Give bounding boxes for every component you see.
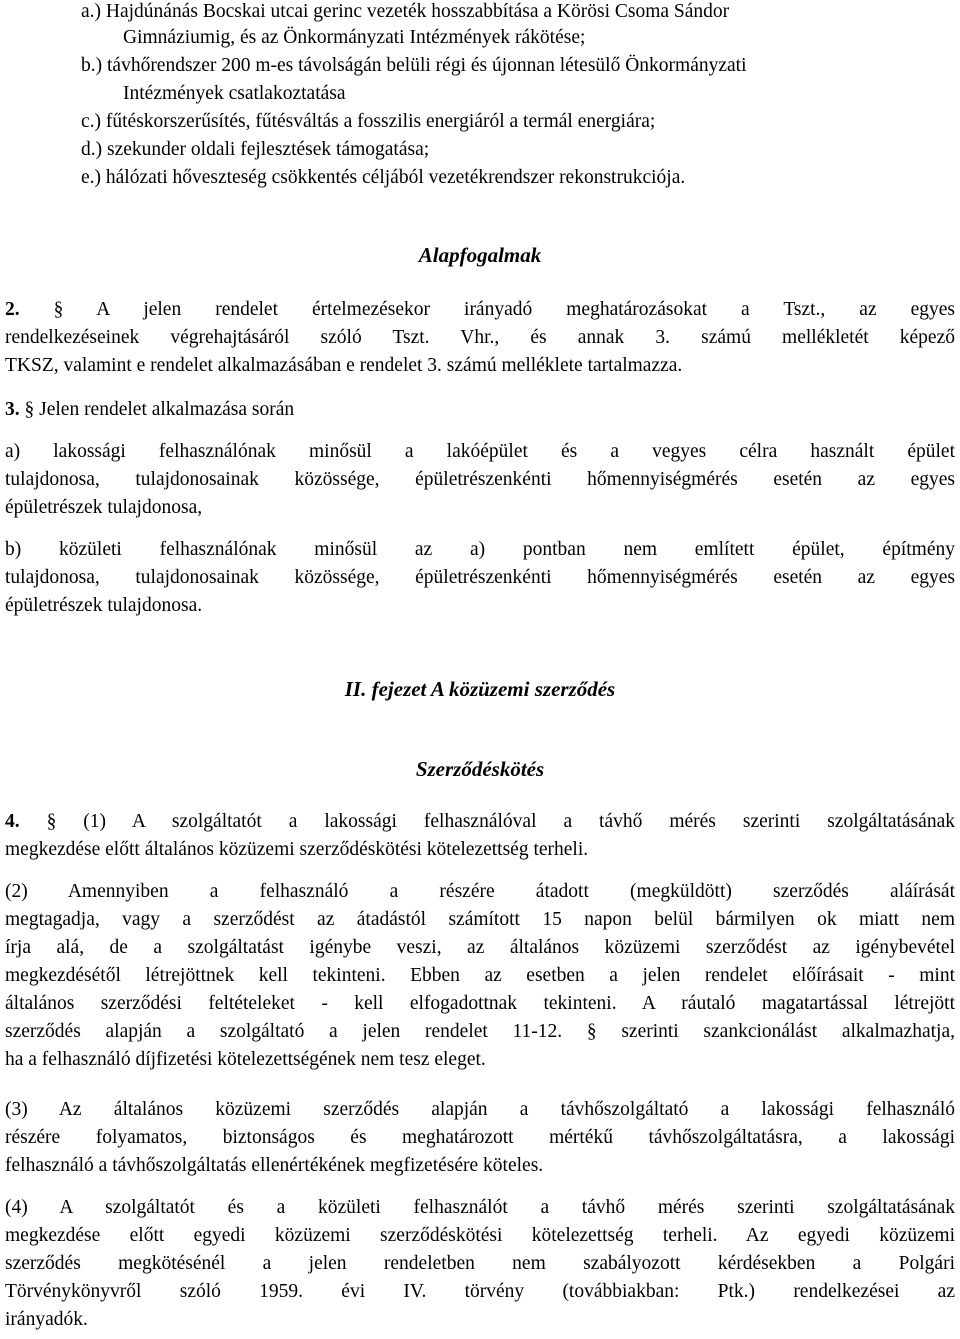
- list-item-c: c.) fűtéskorszerűsítés, fűtésváltás a fosszilis energiáról a termál energiára;: [81, 111, 656, 132]
- list-item-b-line1: b.) távhőrendszer 200 m-es távolságán belüli régi és újonnan létesülő Önkormányzati: [81, 55, 747, 76]
- section-3-point-a: [5, 438, 955, 522]
- section-4-paragraph-4: [5, 1194, 955, 1334]
- section-3-a-line3: épületrészek tulajdonosa,: [5, 497, 203, 518]
- section-4-p2-line: ha a felhasználó díjfizetési kötelezettségének nem tesz eleget.: [5, 1049, 486, 1070]
- section-2-line2: rendelkezéseinek végrehajtásáról szóló Tszt. Vhr., és annak 3. számú mellékletét képező: [5, 327, 955, 348]
- section-3-a-line1: a) lakossági felhasználónak minősül a lakóépület és a vegyes célra használt épület: [5, 441, 955, 462]
- section-4-paragraph-2: [5, 878, 955, 1074]
- section-4-p3-line: részére folyamatos, biztonságos és meghatározott mértékű távhőszolgáltatásra, a lakossági: [5, 1127, 955, 1148]
- section-4-p3-line: (3) Az általános közüzemi szerződés alapján a távhőszolgáltató a lakossági felhasználó: [5, 1099, 955, 1120]
- section-4-p2-line: (2) Amennyiben a felhasználó a részére átadott (megküldött) szerződés aláírását: [5, 881, 955, 902]
- section-3-b-line1: b) közületi felhasználónak minősül az a) pontban nem említett épület, építmény: [5, 539, 955, 560]
- section-4-p4-line: szerződés megkötésénél a jelen rendeletben nem szabályozott kérdésekben a Polgári: [5, 1253, 955, 1274]
- section-4-p2-line: megtagadja, vagy a szerződést az átadástól számított 15 napon belül bármilyen ok miatt nem: [5, 909, 955, 930]
- section-4-p4-line: irányadók.: [5, 1309, 88, 1330]
- section-4-p1-line2: megkezdése előtt általános közüzemi szerződéskötési kötelezettség terheli.: [5, 839, 589, 860]
- section-4-paragraph-3: [5, 1096, 955, 1180]
- section-3-point-b: [5, 536, 955, 620]
- list-item-e: e.) hálózati hőveszteség csökkentés céljából vezetékrendszer rekonstrukciója.: [81, 167, 686, 188]
- list-item-d: d.) szekunder oldali fejlesztések támogatása;: [81, 139, 430, 160]
- heading-alapfogalmak: Alapfogalmak: [418, 243, 542, 267]
- list-item-a-line2: Gimnáziumig, és az Önkormányzati Intézmények rákötése;: [123, 27, 586, 48]
- section-4-paragraph-1: [5, 808, 955, 864]
- section-3-a-line2: tulajdonosa, tulajdonosainak közössége, épületrészenkénti hőmennyiségmérés esetén az egyes: [5, 469, 955, 490]
- heading-chapter-2: II. fejezet A közüzemi szerződés: [344, 677, 616, 701]
- section-3-b-line3: épületrészek tulajdonosa.: [5, 595, 203, 616]
- section-4-p3-line: felhasználó a távhőszolgáltatás ellenértékének megfizetésére köteles.: [5, 1155, 544, 1176]
- section-4-p4-line: Törvénykönyvről szóló 1959. évi IV. törvény (továbbiakban: Ptk.) rendelkezései az: [5, 1281, 955, 1302]
- section-4-p2-line: szerződés alapján a szolgáltató a jelen rendelet 11-12. § szerinti szankcionálást alkalmazhatja,: [5, 1021, 955, 1042]
- section-4-p4-line: megkezdése előtt egyedi közüzemi szerződéskötési kötelezettség terheli. Az egyedi közüzemi: [5, 1225, 955, 1246]
- section-2: [5, 296, 955, 380]
- list-item-b-line2: Intézmények csatlakoztatása: [123, 83, 346, 104]
- section-4-p2-line: általános szerződési feltételeket - kell elfogadottnak tekinteni. A ráutaló magatartással létrejött: [5, 993, 955, 1014]
- section-2-line3: TKSZ, valamint e rendelet alkalmazásában e rendelet 3. számú melléklete tartalmazza.: [5, 355, 683, 376]
- section-4-p1-line1: 4. § (1) A szolgáltatót a lakossági felhasználóval a távhő mérés szerinti szolgáltatásának: [5, 811, 955, 832]
- heading-szerzodeskotes: Szerződéskötés: [415, 757, 545, 781]
- section-3-number: 3.: [5, 399, 20, 420]
- section-4-number: 4.: [5, 811, 20, 832]
- section-3-intro: § Jelen rendelet alkalmazása során: [19, 399, 295, 420]
- section-3-header: [5, 396, 955, 424]
- section-4-p2-line: írja alá, de a szolgáltatást igénybe veszi, az általános közüzemi szerződést az igénybevétel: [5, 937, 955, 958]
- section-3-b-line2: tulajdonosa, tulajdonosainak közössége, épületrészenkénti hőmennyiségmérés esetén az egyes: [5, 567, 955, 588]
- list-item-a-line1: a.) Hajdúnánás Bocskai utcai gerinc vezeték hosszabbítása a Körösi Csoma Sándor: [81, 1, 730, 22]
- section-4-p2-line: megkezdésétől létrejöttnek kell tekinteni. Ebben az esetben a jelen rendelet előírásait - mint: [5, 965, 955, 986]
- section-2-line1: 2. § A jelen rendelet értelmezésekor irányadó meghatározásokat a Tszt., az egyes: [5, 299, 955, 320]
- section-2-number: 2.: [5, 299, 20, 320]
- section-4-p4-line: (4) A szolgáltatót és a közületi felhasználót a távhő mérés szerinti szolgáltatásának: [5, 1197, 955, 1218]
